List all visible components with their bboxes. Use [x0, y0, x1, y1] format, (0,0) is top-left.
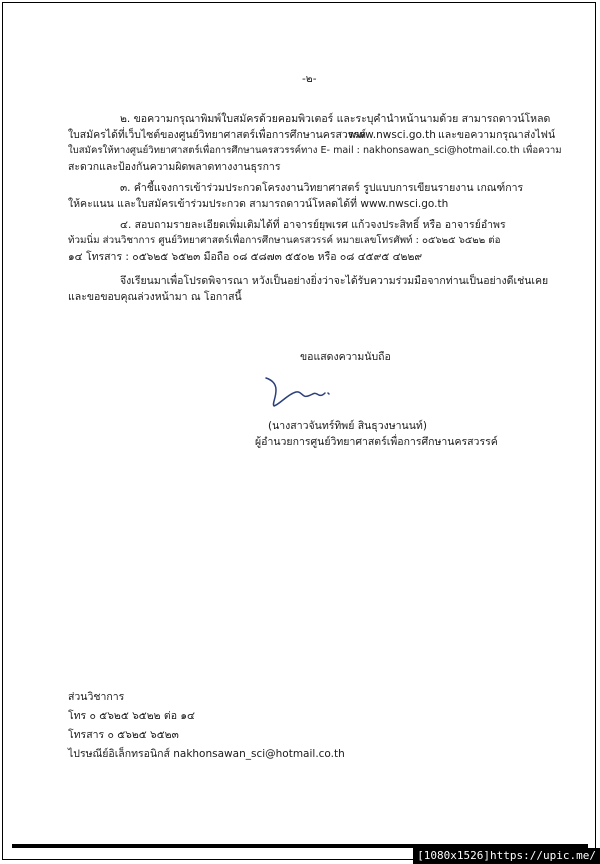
item2-line2-text-b: และขอความกรุณาส่งไฟน์ — [438, 129, 556, 141]
contact-phone: โทร ๐ ๕๖๒๕ ๖๕๒๒ ต่อ ๑๔ — [68, 710, 195, 722]
contact-email: ไปรษณีย์อิเล็กทรอนิกส์ nakhonsawan_sci@hotmail.co.th — [68, 748, 345, 760]
item3-line2: ให้คะแนน และใบสมัครเข้าร่วมประกวด สามารถดาวน์โหลดได้ที่ www.nwsci.go.th — [68, 198, 449, 210]
website-link[interactable]: www.nwsci.go.th — [348, 129, 436, 141]
item2-line1: ๒. ขอความกรุณาพิมพ์ใบสมัครด้วยคอมพิวเตอร์ และระบุคำนำหน้านามด้วย สามารถดาวน์โหลด — [120, 113, 551, 125]
item2-line4: สะดวกและป้องกันความผิดพลาดทางงานธุรการ — [68, 161, 281, 173]
item4-line3: ๑๔ โทรสาร : ๐๕๖๒๕ ๖๕๒๓ มือถือ ๐๘ ๕๘๗๓ ๕๕๐๒ หรือ ๐๘ ๔๕๙๕ ๔๒๒๙ — [68, 251, 423, 263]
regards-text: ขอแสดงความนับถือ — [300, 351, 391, 363]
signature-image — [262, 374, 342, 410]
item2-line3: ใบสมัครให้ทางศูนย์วิทยาศาสตร์เพื่อการศึกษานครสวรรค์ทาง E- mail : nakhonsawan_sci@hotmail.co.th เพื่อความ — [68, 145, 562, 156]
page-number: -๒- — [302, 73, 317, 85]
item3-line1: ๓. คำชี้แจงการเข้าร่วมประกวดโครงงานวิทยาศาสตร์ รูปแบบการเขียนรายงาน เกณฑ์การ — [120, 182, 524, 194]
signatory-name: (นางสาวจันทร์ทิพย์ สินธุวงษานนท์) — [268, 420, 427, 432]
image-host-badge: [1080x1526]https://upic.me/ — [413, 848, 600, 864]
item2-line2-text: ใบสมัครได้ที่เว็บไซต์ของศูนย์วิทยาศาสตร์เพื่อการศึกษานครสวรรค์ — [68, 129, 367, 141]
signatory-position: ผู้อำนวยการศูนย์วิทยาศาสตร์เพื่อการศึกษานครสวรรค์ — [255, 436, 498, 448]
contact-department: ส่วนวิชาการ — [68, 691, 125, 703]
closing-line1: จึงเรียนมาเพื่อโปรดพิจารณา หวังเป็นอย่างยิ่งว่าจะได้รับความร่วมมือจากท่านเป็นอย่างดีเช่นเคย — [120, 275, 549, 287]
item4-line2: ท้วมนิ่ม ส่วนวิชาการ ศูนย์วิทยาศาสตร์เพื่อการศึกษานครสวรรค์ หมายเลขโทรศัพท์ : ๐๕๖๒๕ ๖๕๒๒ ต่อ — [68, 235, 501, 246]
contact-fax: โทรสาร ๐ ๕๖๒๕ ๖๕๒๓ — [68, 729, 179, 741]
closing-line2: และขอขอบคุณล่วงหน้ามา ณ โอกาสนี้ — [68, 291, 242, 303]
item4-line1: ๔. สอบถามรายละเอียดเพิ่มเติมได้ที่ อาจารย์ยุพเรศ แก้วจงประสิทธิ์ หรือ อาจารย์อำพร — [120, 219, 506, 231]
